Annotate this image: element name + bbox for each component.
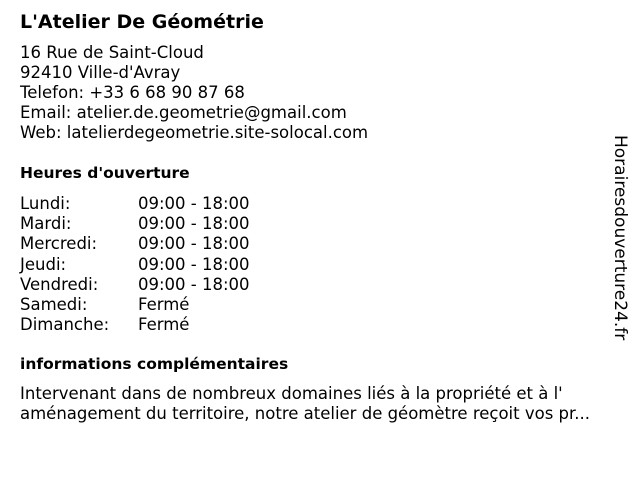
website: Web: latelierdegeometrie.site-solocal.com: [20, 123, 369, 142]
phone-number: Telefon: +33 6 68 90 87 68: [20, 83, 245, 102]
site-watermark: Horairesdouverture24.fr: [610, 135, 630, 341]
description-line: Intervenant dans de nombreux domaines liés à la propriété et à l': [20, 384, 563, 403]
day-label: Lundi:: [20, 194, 71, 213]
description-line: aménagement du territoire, notre atelier de géomètre reçoit vos pr...: [20, 404, 591, 423]
day-label: Mercredi:: [20, 234, 98, 254]
day-hours: 09:00 - 18:00: [138, 214, 250, 234]
opening-hours-heading: Heures d'ouverture: [20, 164, 190, 182]
day-label: Samedi:: [20, 294, 88, 314]
day-hours: 09:00 - 18:00: [138, 254, 250, 274]
day-hours: 09:00 - 18:00: [138, 234, 250, 254]
contact-block: [20, 43, 368, 143]
day-hours: Fermé: [138, 315, 190, 335]
additional-info-text: [20, 384, 620, 424]
day-hours: Fermé: [138, 294, 190, 314]
day-label: Mardi:: [20, 214, 72, 234]
business-name: L'Atelier De Géométrie: [20, 11, 264, 33]
day-label: Vendredi:: [20, 274, 99, 294]
day-label: Dimanche:: [20, 315, 110, 335]
address-street: 16 Rue de Saint-Cloud: [20, 43, 204, 62]
day-hours: 09:00 - 18:00: [138, 274, 250, 294]
day-label: Jeudi:: [20, 254, 67, 274]
additional-info-heading: informations complémentaires: [20, 355, 289, 373]
email-address: Email: atelier.de.geometrie@gmail.com: [20, 103, 347, 122]
address-city: 92410 Ville-d'Avray: [20, 63, 181, 82]
day-hours: 09:00 - 18:00: [138, 194, 250, 213]
